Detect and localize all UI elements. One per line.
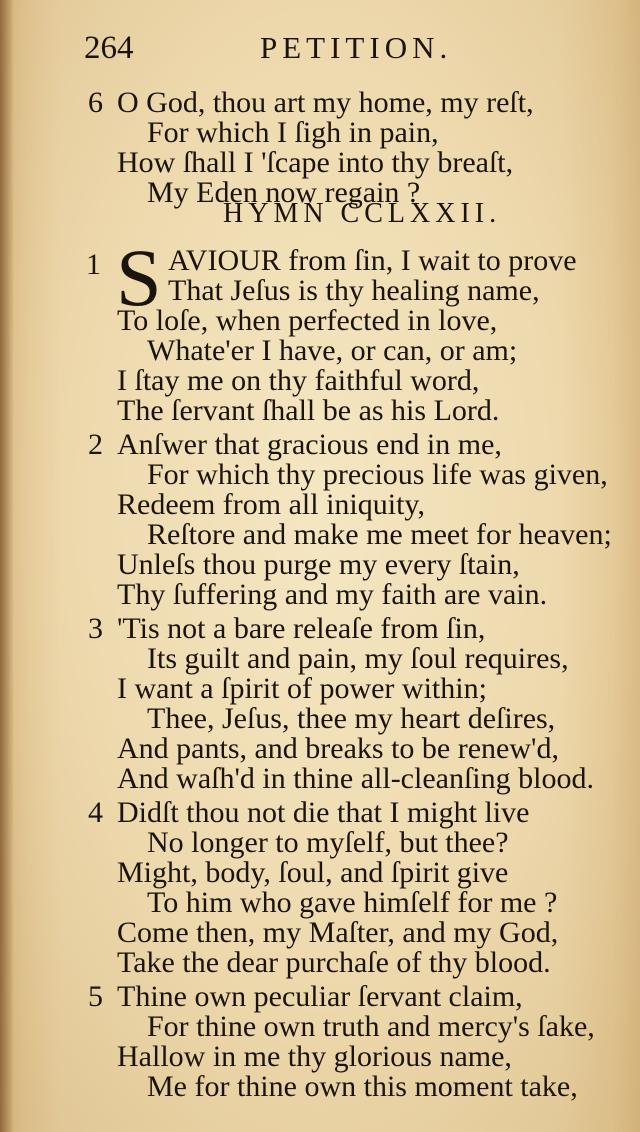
verse-line: How ſhall I 'ſcape into thy breaſt, [117,146,514,179]
verse-line: For thine own truth and mercy's ſake, [147,1010,595,1043]
verse-line: O God, thou art my home, my reſt, [117,86,534,119]
running-head: PETITION. [260,30,453,65]
verse-line: I ſtay me on thy faithful word, [117,364,480,397]
drop-cap: S [116,232,162,323]
verse-line: Redeem from all iniquity, [117,488,425,521]
verse-number: 1 [86,248,101,281]
verse-line: Reſtore and make me meet for heaven; [147,518,612,551]
page-number: 264 [84,30,134,66]
verse-line: Anſwer that gracious end in me, [117,428,502,461]
verse-number: 2 [88,428,103,461]
verse-line: Its guilt and pain, my ſoul requires, [147,642,569,675]
verse-line: Didſt thou not die that I might live [117,796,530,829]
verse-line: That Jeſus is thy healing name, [168,274,540,307]
verse-line: To him who gave himſelf for me ? [147,886,558,919]
verse-number: 5 [88,980,103,1013]
hymn-title: HYMN CCLXXII. [223,198,502,229]
verse-line: To loſe, when perfected in love, [117,304,498,337]
verse-line: No longer to myſelf, but thee? [147,826,509,859]
verse-line: The ſervant ſhall be as his Lord. [117,394,500,427]
verse-line: And pants, and breaks to be renew'd, [117,732,559,765]
verse-line: 'Tis not a bare releaſe from ſin, [117,612,486,645]
verse-line: Unleſs thou purge my every ſtain, [117,548,520,581]
verse-line: And waſh'd in thine all-cleanſing blood. [117,762,594,795]
page-header [84,26,600,72]
verse-line: Thy ſuffering and my faith are vain. [117,578,548,611]
verse-number: 4 [88,796,103,829]
verse-line: Hallow in me thy glorious name, [117,1040,512,1073]
verse-line: Come then, my Maſter, and my God, [117,916,559,949]
verse-line: Might, body, ſoul, and ſpirit give [117,856,509,889]
verse-line: For which I ſigh in pain, [147,116,439,149]
verse-line: Thine own peculiar ſervant claim, [117,980,523,1013]
verse-line: Whate'er I have, or can, or am; [147,334,518,367]
verse-line: My Eden now regain ? [147,176,421,209]
verse-line: Me for thine own this moment take, [147,1070,578,1103]
verse-number: 6 [88,86,103,119]
verse-line: I want a ſpirit of power within; [117,672,487,705]
verse-line: Thee, Jeſus, thee my heart deſires, [147,702,556,735]
verse-line: Take the dear purchaſe of thy blood. [117,946,551,979]
verse-number: 3 [88,612,103,645]
verse-line: AVIOUR from ſin, I wait to prove [168,244,577,277]
verse-line: For which thy precious life was given, [147,458,608,491]
